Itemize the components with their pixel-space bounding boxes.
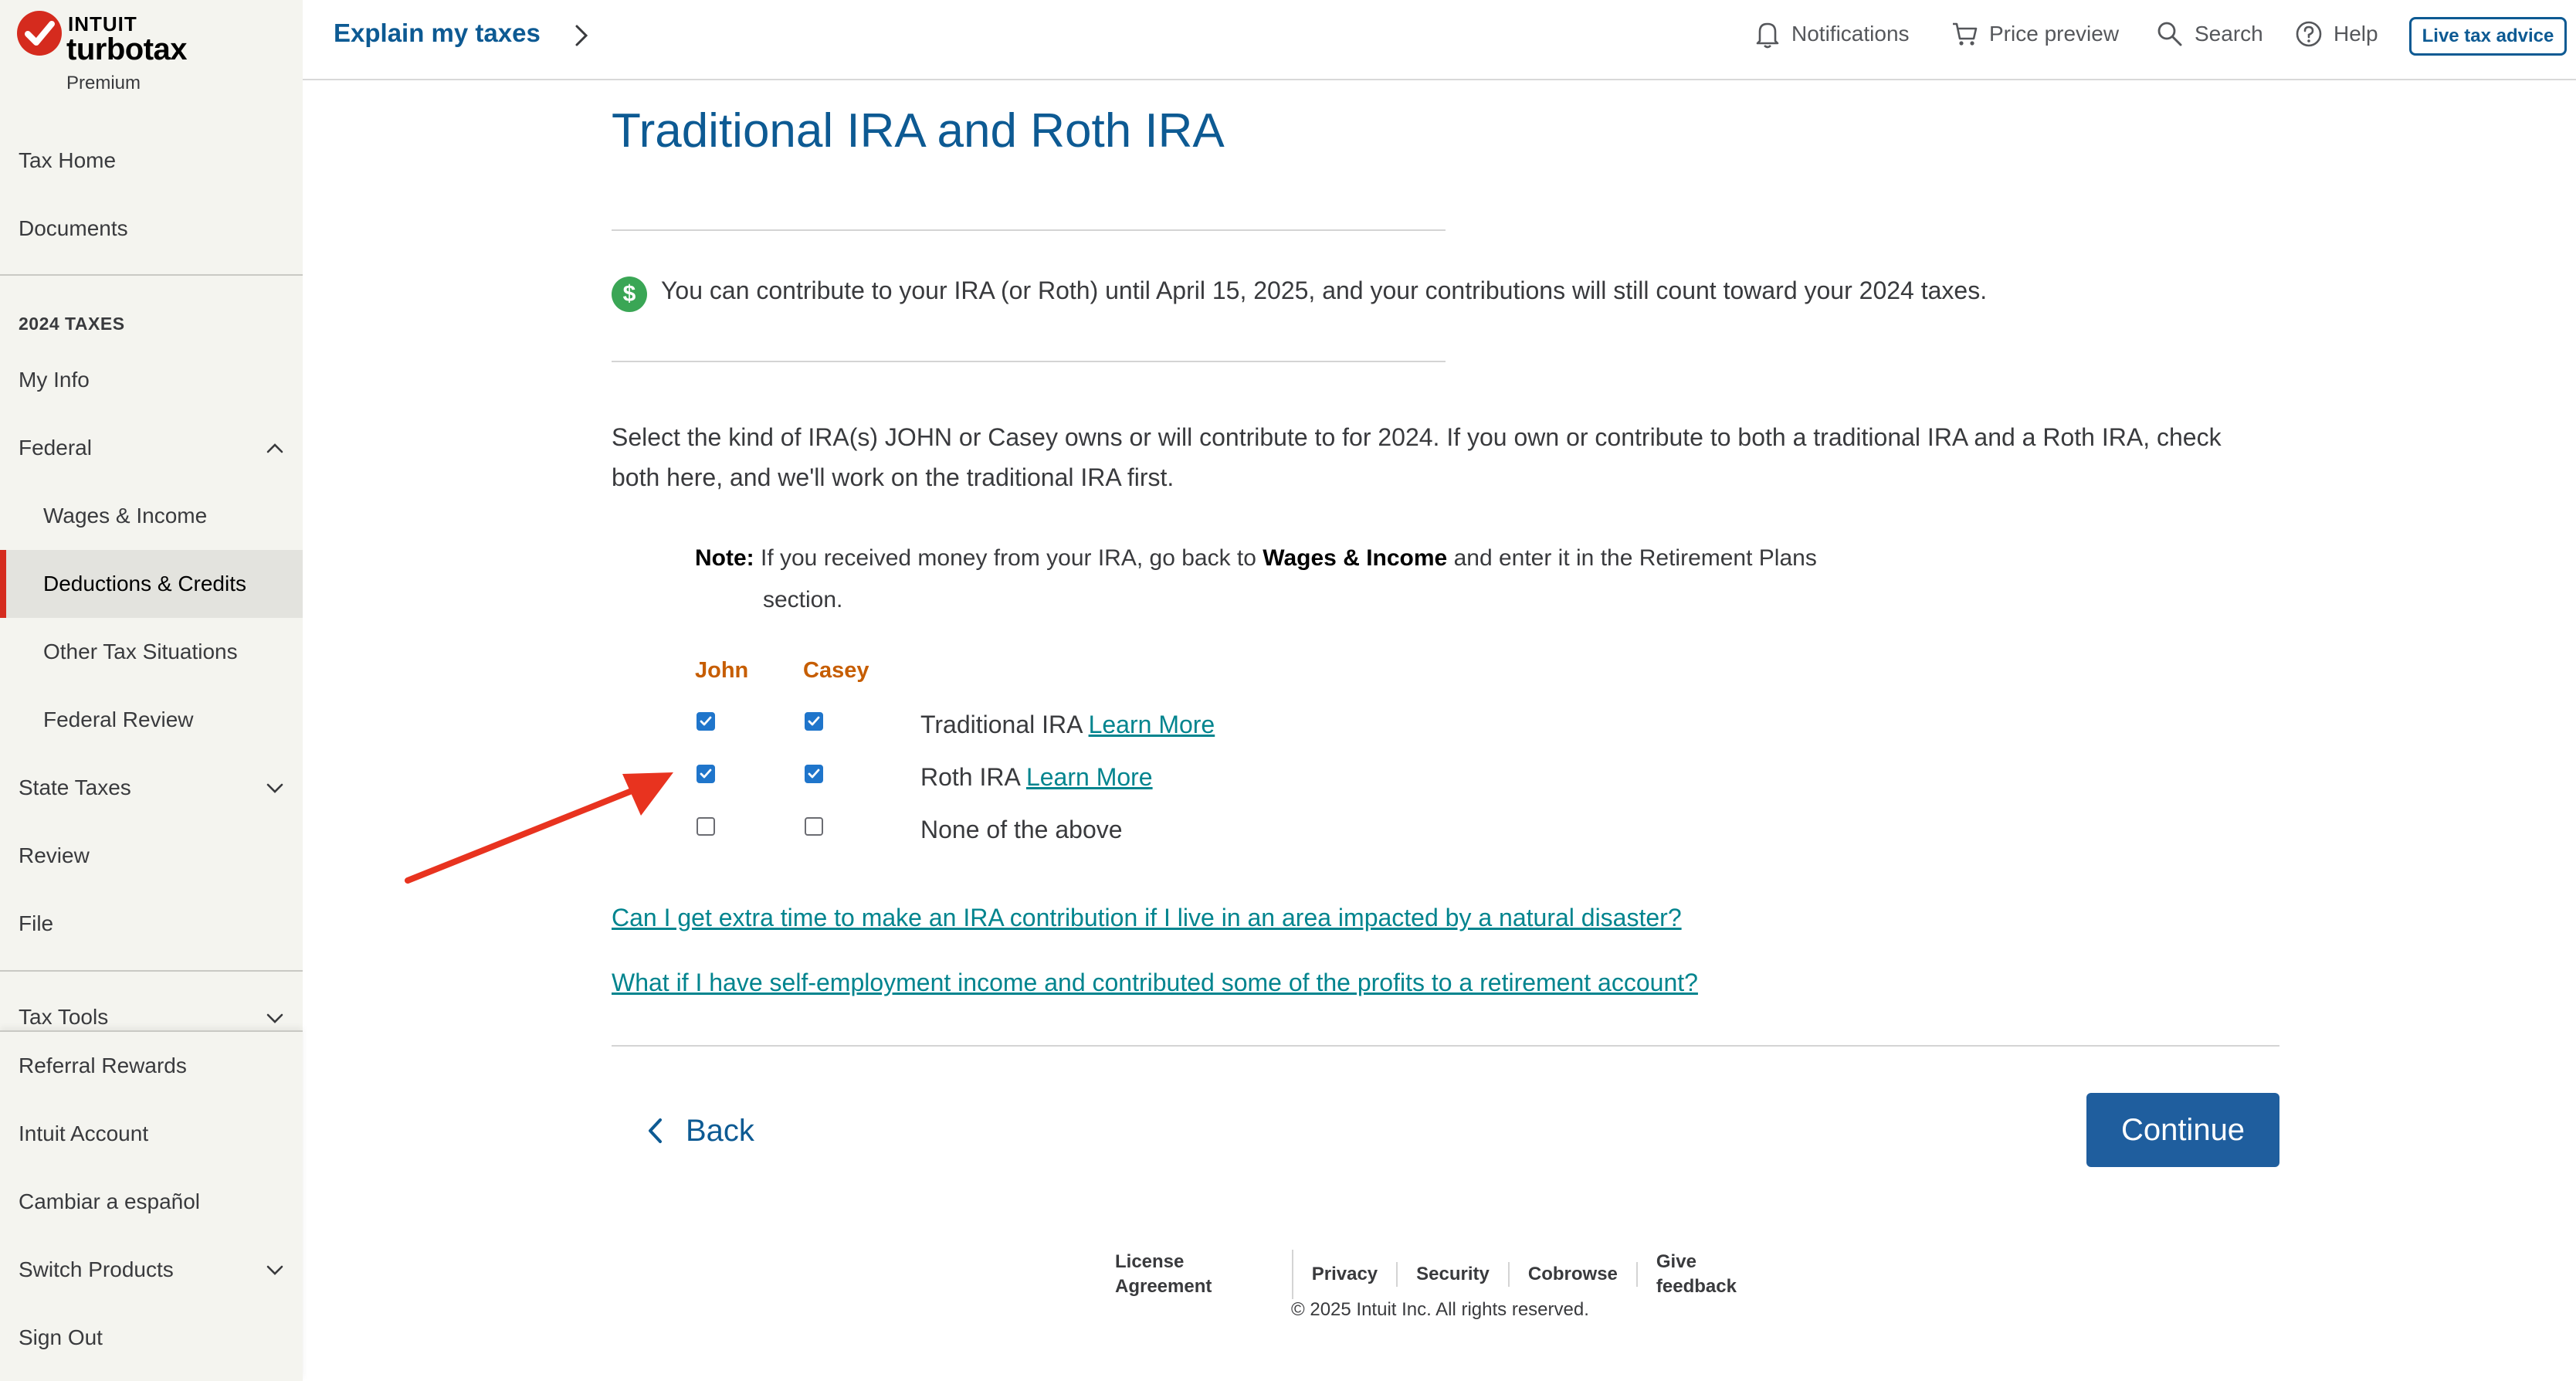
sidebar-item-state-taxes[interactable] — [0, 754, 303, 822]
roth-ira-learn-more-link[interactable]: Learn More — [1025, 763, 1153, 791]
chevron-right-icon[interactable] — [565, 20, 596, 51]
footer-link-license-agreement[interactable]: License Agreement — [1096, 1250, 1293, 1299]
cart-icon — [1951, 20, 1978, 48]
option-label: None of the above — [920, 816, 1123, 843]
sidebar-section-title: 2024 TAXES — [19, 314, 125, 334]
chevron-down-icon — [264, 1007, 286, 1029]
sidebar-item-cambiar-espanol[interactable]: Cambiar a español — [19, 1189, 201, 1213]
annotation-arrow-icon — [386, 757, 695, 888]
top-bar — [303, 0, 2576, 80]
help-icon — [2295, 20, 2323, 48]
product-tier: Premium — [66, 73, 141, 93]
search-label: Search — [2195, 22, 2263, 46]
sidebar-bottom-panel — [0, 1030, 303, 1381]
live-tax-advice-button[interactable]: Live tax advice — [2409, 17, 2567, 56]
option-roth-ira — [920, 763, 1153, 792]
faq-link-disaster-extension[interactable]: Can I get extra time to make an IRA contribution if I live in an area impacted by a natural disaster? — [612, 904, 1682, 931]
divider — [612, 361, 1446, 362]
option-label: Traditional IRA — [920, 711, 1082, 738]
sidebar-item-referral-rewards[interactable]: Referral Rewards — [19, 1054, 187, 1077]
sidebar-item-federal[interactable] — [0, 414, 303, 482]
checkmark-logo-icon — [17, 11, 62, 56]
casey-roth-ira-checkbox[interactable] — [805, 765, 823, 783]
casey-none-checkbox[interactable] — [805, 817, 823, 836]
price-preview-label: Price preview — [1989, 22, 2120, 46]
sidebar-divider — [0, 970, 303, 972]
option-traditional-ira — [920, 711, 1215, 739]
note-block — [695, 538, 1838, 621]
instructions-text: Select the kind of IRA(s) JOHN or Casey owns or will contribute to for 2024. If you own or contribute to both a traditional IRA and a Roth IRA, check both here, and we'll work on the traditional IRA first. — [612, 423, 2222, 491]
sidebar-item-my-info[interactable]: My Info — [19, 368, 90, 392]
sidebar-item-intuit-account[interactable]: Intuit Account — [19, 1121, 149, 1145]
sidebar-item-federal-review[interactable]: Federal Review — [43, 707, 194, 731]
john-none-checkbox[interactable] — [697, 817, 715, 836]
note-strong-text: Wages & Income — [1263, 545, 1448, 571]
sidebar-item-tax-home[interactable]: Tax Home — [19, 148, 117, 172]
sidebar-item-review[interactable]: Review — [19, 843, 90, 867]
traditional-ira-learn-more-link[interactable]: Learn More — [1088, 711, 1215, 738]
divider — [612, 1045, 2279, 1047]
john-roth-ira-checkbox[interactable] — [697, 765, 715, 783]
footer-link-cobrowse[interactable]: Cobrowse — [1510, 1262, 1638, 1287]
bell-icon — [1754, 19, 1781, 49]
chevron-up-icon — [264, 437, 286, 459]
contribution-tip: You can contribute to your IRA (or Roth) until April 15, 2025, and your contributions will still count toward your 2024 taxes. — [661, 277, 1988, 304]
intuit-wordmark: INTUIT — [68, 12, 137, 36]
sidebar-item-wages-income[interactable]: Wages & Income — [43, 504, 208, 528]
copyright-text: © 2025 Intuit Inc. All rights reserved. — [1291, 1299, 1589, 1320]
sidebar-item-label: Tax Tools — [19, 1005, 109, 1029]
column-header-john: John — [695, 658, 749, 683]
footer-link-security[interactable]: Security — [1398, 1262, 1510, 1287]
back-button[interactable] — [646, 1108, 754, 1154]
footer-link-give-feedback[interactable]: Give feedback — [1656, 1251, 1737, 1297]
checkmark-icon — [807, 767, 821, 781]
continue-button[interactable]: Continue — [2086, 1093, 2279, 1167]
turbotax-logo[interactable] — [17, 9, 295, 94]
notifications-button[interactable] — [1754, 17, 1910, 51]
explain-my-taxes-link[interactable]: Explain my taxes — [334, 19, 541, 47]
chevron-down-icon — [264, 1259, 286, 1281]
casey-traditional-ira-checkbox[interactable] — [805, 712, 823, 731]
sidebar-item-label: Switch Products — [19, 1257, 174, 1281]
checkmark-icon — [699, 714, 713, 728]
sidebar-item-deductions-credits[interactable]: Deductions & Credits — [0, 550, 303, 618]
note-text: and enter it in the Retirement Plans — [1447, 545, 1817, 571]
sidebar-item-label: Federal — [19, 436, 92, 460]
search-button[interactable] — [2156, 17, 2263, 51]
note-text-wrap: section. — [763, 587, 843, 612]
sidebar-item-other-tax-situations[interactable]: Other Tax Situations — [43, 640, 238, 663]
john-traditional-ira-checkbox[interactable] — [697, 712, 715, 731]
sidebar-item-label: State Taxes — [19, 775, 131, 799]
note-text: If you received money from your IRA, go back to — [754, 545, 1263, 571]
sidebar — [0, 0, 303, 1381]
option-label: Roth IRA — [920, 763, 1020, 791]
footer-link-privacy[interactable]: Privacy — [1293, 1262, 1398, 1287]
turbotax-wordmark: turbotax — [66, 32, 187, 66]
sidebar-item-documents[interactable]: Documents — [19, 216, 128, 240]
sidebar-divider — [0, 274, 303, 276]
search-icon — [2156, 20, 2184, 48]
help-label: Help — [2334, 22, 2378, 46]
note-label: Note: — [695, 545, 754, 571]
checkmark-icon — [807, 714, 821, 728]
help-button[interactable] — [2295, 17, 2378, 51]
faq-link-self-employment[interactable]: What if I have self-employment income and contributed some of the profits to a retirement account? — [612, 969, 1698, 996]
sidebar-item-switch-products[interactable] — [0, 1236, 303, 1304]
checkmark-icon — [699, 767, 713, 781]
notifications-label: Notifications — [1791, 22, 1910, 46]
chevron-down-icon — [264, 777, 286, 799]
page-title: Traditional IRA and Roth IRA — [612, 104, 1225, 158]
sidebar-item-sign-out[interactable]: Sign Out — [19, 1325, 103, 1349]
price-preview-button[interactable] — [1951, 17, 2119, 51]
chevron-left-icon — [646, 1115, 664, 1146]
back-label: Back — [686, 1113, 754, 1148]
divider — [612, 229, 1446, 231]
option-none-of-the-above — [920, 816, 1123, 844]
dollar-icon: $ — [612, 277, 647, 312]
column-header-casey: Casey — [803, 658, 869, 683]
sidebar-item-file[interactable]: File — [19, 911, 54, 935]
footer-links — [1096, 1251, 1791, 1297]
